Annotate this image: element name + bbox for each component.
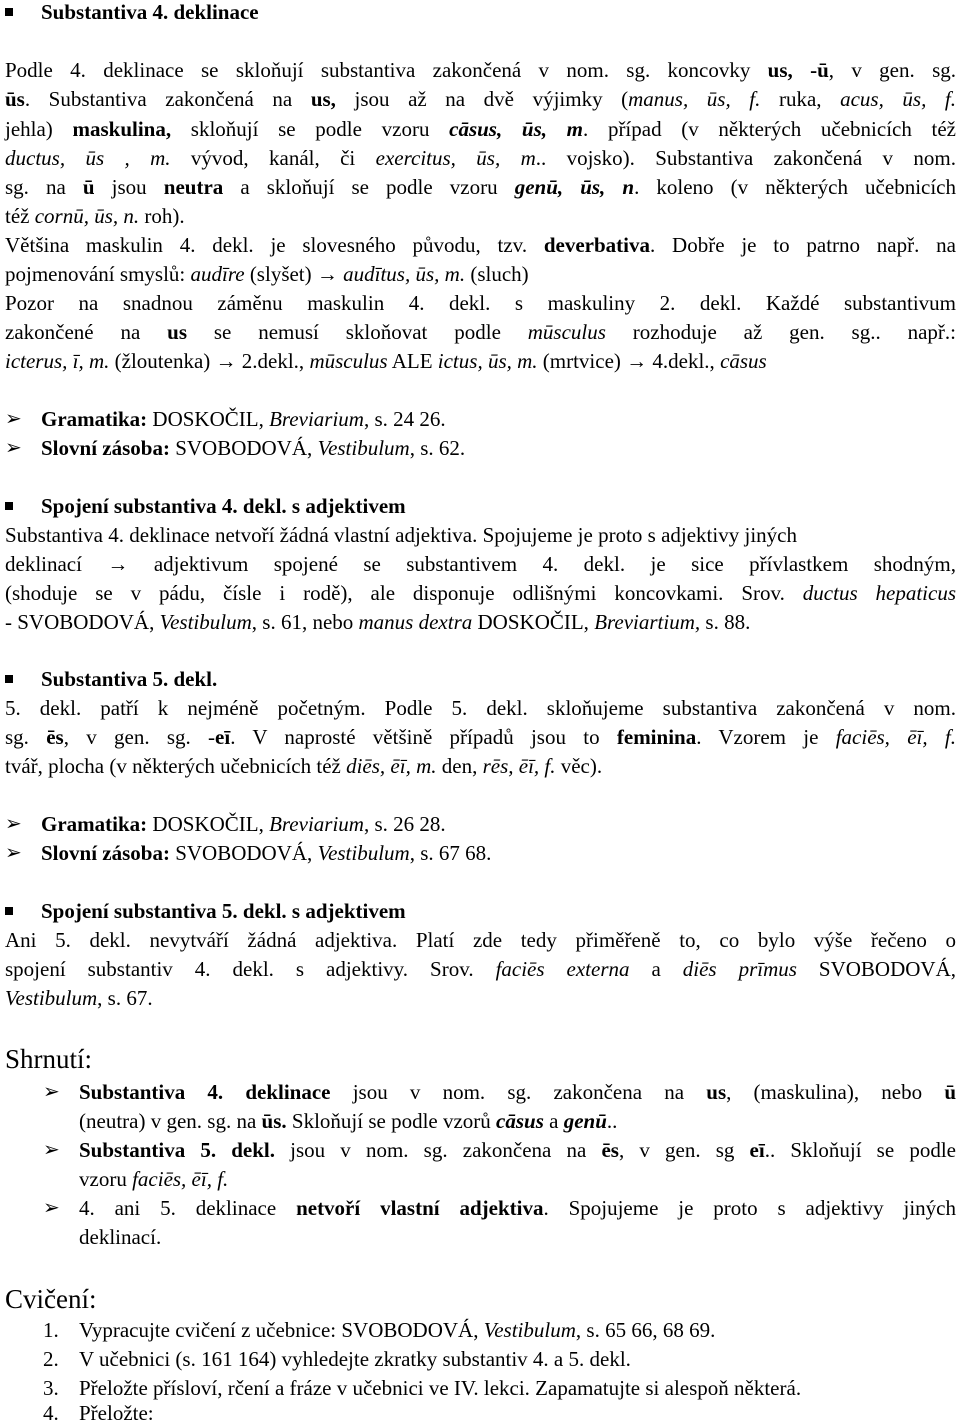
- arrow-icon: →: [316, 262, 338, 286]
- paragraph-line: icterus, ī, m. (žloutenka) → 2.dekl., mūsculus ALE ictus, ūs, m. (mrtvice) → 4.dekl., cāsus: [5, 349, 767, 373]
- section-heading-s4-adjective: Spojení substantiva 4. dekl. s adjektivem: [5, 494, 406, 518]
- summary-line: 4. ani 5. deklinace netvoří vlastní adjektiva. Spojujeme je proto s adjektivy jiných: [79, 1196, 956, 1220]
- chevron-bullet-icon: ➢: [5, 811, 22, 835]
- reference-line: ➢ Slovní zásoba: SVOBODOVÁ, Vestibulum, s. 67 68.: [5, 840, 492, 865]
- paragraph-line: zakončené na us se nemusí skloňovat podle mūsculus rozhoduje až gen. sg.. např.:: [5, 320, 956, 344]
- exercise-item: 2. V učebnici (s. 161 164) vyhledejte zkratky substantiv 4. a 5. dekl.: [43, 1347, 631, 1371]
- paragraph-line: Ani 5. dekl. nevytváří žádná adjektiva. Platí zde tedy přiměřeně to, co bylo výše řečeno o: [5, 928, 956, 952]
- paragraph-line: Většina maskulin 4. dekl. je slovesného původu, tzv. deverbativa. Dobře je to patrno např. na: [5, 233, 956, 257]
- square-bullet-icon: [5, 8, 13, 16]
- summary-line: Substantiva 4. deklinace jsou v nom. sg. zakončena na us, (maskulina), nebo ū: [79, 1080, 956, 1104]
- section-heading-s4: Substantiva 4. deklinace: [5, 0, 259, 24]
- reference-line: ➢ Slovní zásoba: SVOBODOVÁ, Vestibulum, s. 62.: [5, 435, 466, 460]
- paragraph-line: (shoduje se v pádu, čísle i rodě), ale disponuje odlišnými koncovkami. Srov. ductus hepaticus: [5, 581, 957, 605]
- exercise-item: 1. Vypracujte cvičení z učebnice: SVOBODOVÁ, Vestibulum, s. 65 66, 68 69.: [43, 1318, 716, 1342]
- summary-line: deklinací.: [79, 1225, 162, 1249]
- paragraph-line: jehla) maskulina, skloňují se podle vzoru cāsus, ūs, m. případ (v některých učebnicích též: [5, 117, 956, 141]
- section-heading-s5-adjective: Spojení substantiva 5. dekl. s adjektivem: [5, 899, 406, 923]
- summary-item: [5, 1138, 79, 1162]
- exercises-heading: Cvičení:: [5, 1284, 97, 1314]
- chevron-bullet-icon: ➢: [5, 840, 22, 864]
- chevron-bullet-icon: ➢: [43, 1195, 60, 1219]
- paragraph-line: sg. na ū jsou neutra a skloňují se podle vzoru genū, ūs, n. koleno (v některých učebnicích: [5, 175, 957, 199]
- section-heading-s5: Substantiva 5. dekl.: [5, 667, 217, 691]
- summary-heading: Shrnutí:: [5, 1044, 93, 1074]
- square-bullet-icon: [5, 502, 13, 510]
- paragraph-line: 5. dekl. patří k nejméně početným. Podle 5. dekl. skloňujeme substantiva zakončená v nom.: [5, 696, 956, 720]
- paragraph-line: ductus, ūs , m. vývod, kanál, či exercitus, ūs, m.. vojsko). Substantiva zakončená v nom.: [5, 146, 957, 170]
- arrow-icon: →: [215, 349, 237, 373]
- square-bullet-icon: [5, 907, 13, 915]
- paragraph-line: deklinací → adjektivum spojené se substantivem 4. dekl. je sice přívlastkem shodným,: [5, 552, 957, 576]
- summary-line: (neutra) v gen. sg. na ūs. Skloňují se podle vzorů cāsus a genū..: [79, 1109, 618, 1133]
- reference-line: ➢ Gramatika: DOSKOČIL, Breviarium, s. 24 26.: [5, 406, 446, 431]
- paragraph-line: Pozor na snadnou záměnu maskulin 4. dekl. s maskuliny 2. dekl. Každé substantivum: [5, 291, 956, 315]
- paragraph-line: Substantiva 4. deklinace netvoří žádná vlastní adjektiva. Spojujeme je proto s adjektivy jiných: [5, 523, 797, 547]
- paragraph-line: spojení substantiv 4. dekl. s adjektivy. Srov. faciēs externa a diēs prīmus SVOBODOVÁ,: [5, 957, 957, 981]
- paragraph-line: sg. ēs, v gen. sg. -eī. V naprosté většině případů jsou to feminina. Vzorem je faciēs, ēī, f.: [5, 725, 956, 749]
- summary-line: vzoru faciēs, ēī, f.: [79, 1167, 229, 1191]
- chevron-bullet-icon: ➢: [5, 406, 22, 430]
- paragraph-line: též cornū, ūs, n. roh).: [5, 204, 185, 228]
- square-bullet-icon: [5, 675, 13, 683]
- arrow-icon: →: [626, 349, 648, 373]
- paragraph-line: Podle 4. deklinace se skloňují substantiva zakončená v nom. sg. koncovky us, -ū, v gen. sg.: [5, 58, 956, 82]
- arrow-icon: →: [107, 552, 129, 576]
- paragraph-line: Vestibulum, s. 67.: [5, 986, 153, 1010]
- summary-line: Substantiva 5. dekl. jsou v nom. sg. zakončena na ēs, v gen. sg eī.. Skloňují se podle: [79, 1138, 956, 1162]
- chevron-bullet-icon: ➢: [43, 1079, 60, 1103]
- paragraph-line: ūs. Substantiva zakončená na us, jsou až na dvě výjimky (manus, ūs, f. ruka, acus, ūs, f.: [5, 87, 956, 111]
- reference-line: ➢ Gramatika: DOSKOČIL, Breviarium, s. 26 28.: [5, 811, 446, 836]
- chevron-bullet-icon: ➢: [5, 435, 22, 459]
- exercise-item: 3. Přeložte přísloví, rčení a fráze v učebnici ve IV. lekci. Zapamatujte si alespoň některá.: [43, 1376, 802, 1400]
- exercise-item: 4. Přeložte:: [43, 1401, 154, 1425]
- summary-item: [5, 1196, 79, 1220]
- paragraph-line: - SVOBODOVÁ, Vestibulum, s. 61, nebo manus dextra DOSKOČIL, Breviartium, s. 88.: [5, 610, 751, 634]
- paragraph-line: tvář, plocha (v některých učebnicích též diēs, ēī, m. den, rēs, ēī, f. věc).: [5, 754, 603, 778]
- chevron-bullet-icon: ➢: [43, 1137, 60, 1161]
- paragraph-line: pojmenování smyslů: audīre (slyšet) → audītus, ūs, m. (sluch): [5, 262, 529, 286]
